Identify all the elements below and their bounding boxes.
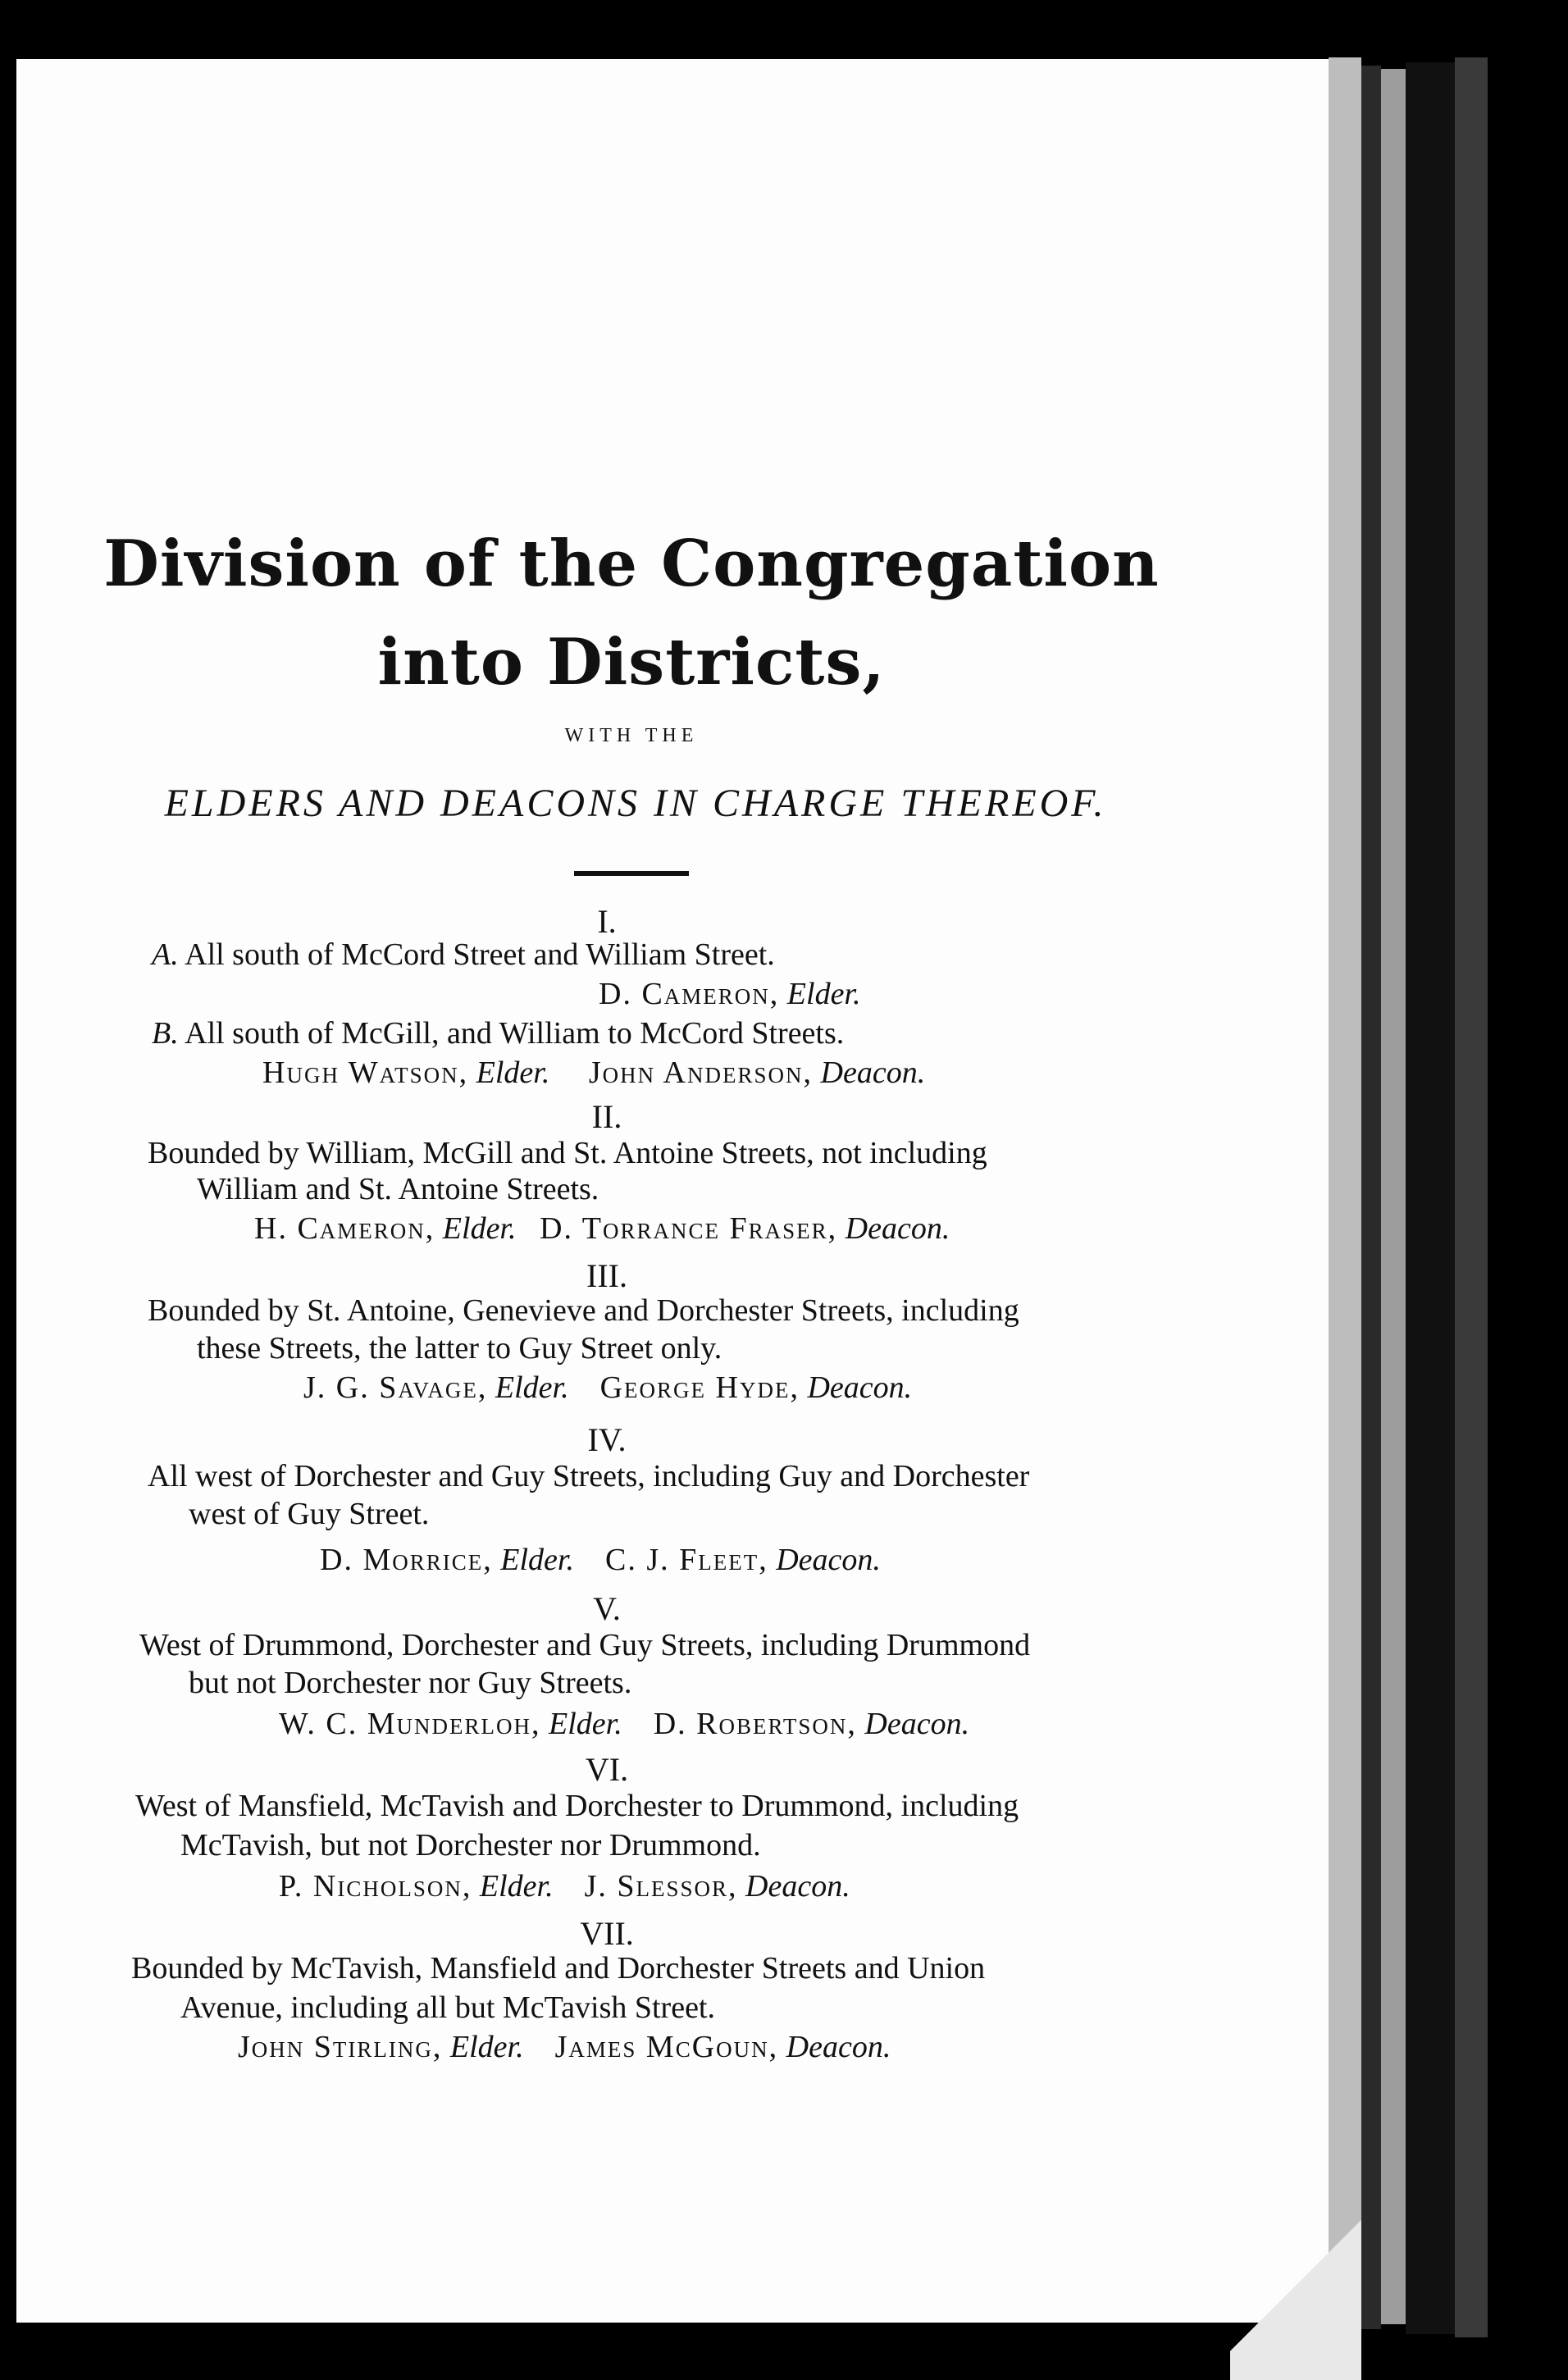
elder-name: H. Cameron,	[254, 1211, 435, 1246]
elder-role: Elder.	[479, 1869, 554, 1904]
book-edge	[1361, 66, 1381, 2329]
elder-role: Elder.	[495, 1370, 569, 1405]
district-line: Avenue, including all but McTavish Street.	[180, 1990, 715, 2025]
book-page	[16, 59, 1329, 2323]
deacon-name: J. Slessor,	[584, 1869, 738, 1904]
district-text: All south of McCord Street and William Street.	[185, 937, 775, 972]
signer-line	[279, 1868, 850, 1904]
district-line	[152, 937, 775, 973]
district-letter: A.	[152, 937, 179, 972]
district-numeral: VII.	[580, 1915, 634, 1952]
district-numeral: III.	[586, 1257, 627, 1294]
elder-name: D. Morrice,	[320, 1543, 493, 1577]
elder-role: Elder.	[786, 977, 861, 1011]
district-line: West of Mansfield, McTavish and Dorchester to Drummond, including	[135, 1789, 1019, 1823]
deacon-role: Deacon.	[820, 1055, 926, 1090]
deacon-name: James McGoun,	[554, 2030, 779, 2064]
district-numeral: IV.	[587, 1421, 627, 1458]
district-line: west of Guy Street.	[189, 1497, 430, 1531]
district-line	[152, 1015, 844, 1051]
district-letter: B.	[152, 1016, 179, 1051]
district-numeral: II.	[591, 1098, 622, 1135]
signer-line	[320, 1542, 881, 1578]
elder-role: Elder.	[500, 1543, 574, 1577]
deacon-name: George Hyde,	[599, 1370, 800, 1405]
book-edge	[1455, 57, 1488, 2337]
with-the-label: WITH THE	[564, 725, 699, 746]
district-line: these Streets, the latter to Guy Street only.	[197, 1331, 722, 1366]
book-edge	[1329, 57, 1361, 2337]
elder-name: John Stirling,	[238, 2030, 443, 2064]
district-numeral: I.	[597, 903, 617, 940]
district-text: All south of McGill, and William to McCord Streets.	[185, 1016, 845, 1051]
signer-line	[599, 976, 861, 1012]
elder-name: P. Nicholson,	[279, 1869, 472, 1904]
elder-name: Hugh Watson,	[262, 1055, 469, 1090]
district-line: McTavish, but not Dorchester nor Drummond.	[180, 1828, 761, 1863]
deacon-name: John Anderson,	[588, 1055, 814, 1090]
district-line: All west of Dorchester and Guy Streets, including Guy and Dorchester	[148, 1459, 1030, 1493]
district-numeral: VI.	[585, 1751, 629, 1788]
page-subtitle: ELDERS AND DEACONS IN CHARGE THEREOF.	[164, 782, 1107, 825]
elder-role: Elder.	[476, 1055, 550, 1090]
deacon-name: D. Robertson,	[653, 1707, 857, 1741]
deacon-name: D. Torrance Fraser,	[540, 1211, 838, 1246]
signer-line	[238, 2029, 891, 2065]
deacon-role: Deacon.	[776, 1543, 881, 1577]
book-edge	[1381, 69, 1406, 2324]
page-title-line-1: Division of the Congregation	[103, 527, 1160, 601]
district-line: West of Drummond, Dorchester and Guy Streets, including Drummond	[139, 1628, 1031, 1662]
district-line: Bounded by William, McGill and St. Antoine Streets, not including	[148, 1136, 987, 1170]
district-line: William and St. Antoine Streets.	[197, 1172, 599, 1206]
signer-line	[254, 1211, 950, 1247]
page-corner-fold	[1230, 2191, 1361, 2380]
elder-name: W. C. Munderloh,	[279, 1707, 541, 1741]
signer-line	[262, 1055, 925, 1091]
page-title-line-2: into Districts,	[377, 625, 886, 700]
deacon-role: Deacon.	[786, 2030, 891, 2064]
district-line: Bounded by St. Antoine, Genevieve and Dorchester Streets, including	[148, 1293, 1019, 1328]
deacon-role: Deacon.	[745, 1869, 850, 1904]
signer-line	[303, 1370, 912, 1406]
book-edge	[1406, 62, 1455, 2334]
district-line: Bounded by McTavish, Mansfield and Dorchester Streets and Union	[131, 1951, 986, 1986]
deacon-role: Deacon.	[864, 1707, 970, 1741]
elder-role: Elder.	[449, 2030, 524, 2064]
deacon-role: Deacon.	[845, 1211, 950, 1246]
elder-role: Elder.	[549, 1707, 622, 1741]
elder-role: Elder.	[442, 1211, 517, 1246]
district-numeral: V.	[593, 1590, 621, 1627]
elder-name: D. Cameron,	[599, 977, 780, 1011]
elder-name: J. G. Savage,	[303, 1370, 488, 1405]
signer-line	[279, 1706, 969, 1742]
divider-rule	[574, 871, 689, 876]
deacon-role: Deacon.	[807, 1370, 913, 1405]
district-line: but not Dorchester nor Guy Streets.	[189, 1666, 632, 1700]
deacon-name: C. J. Fleet,	[604, 1543, 768, 1577]
